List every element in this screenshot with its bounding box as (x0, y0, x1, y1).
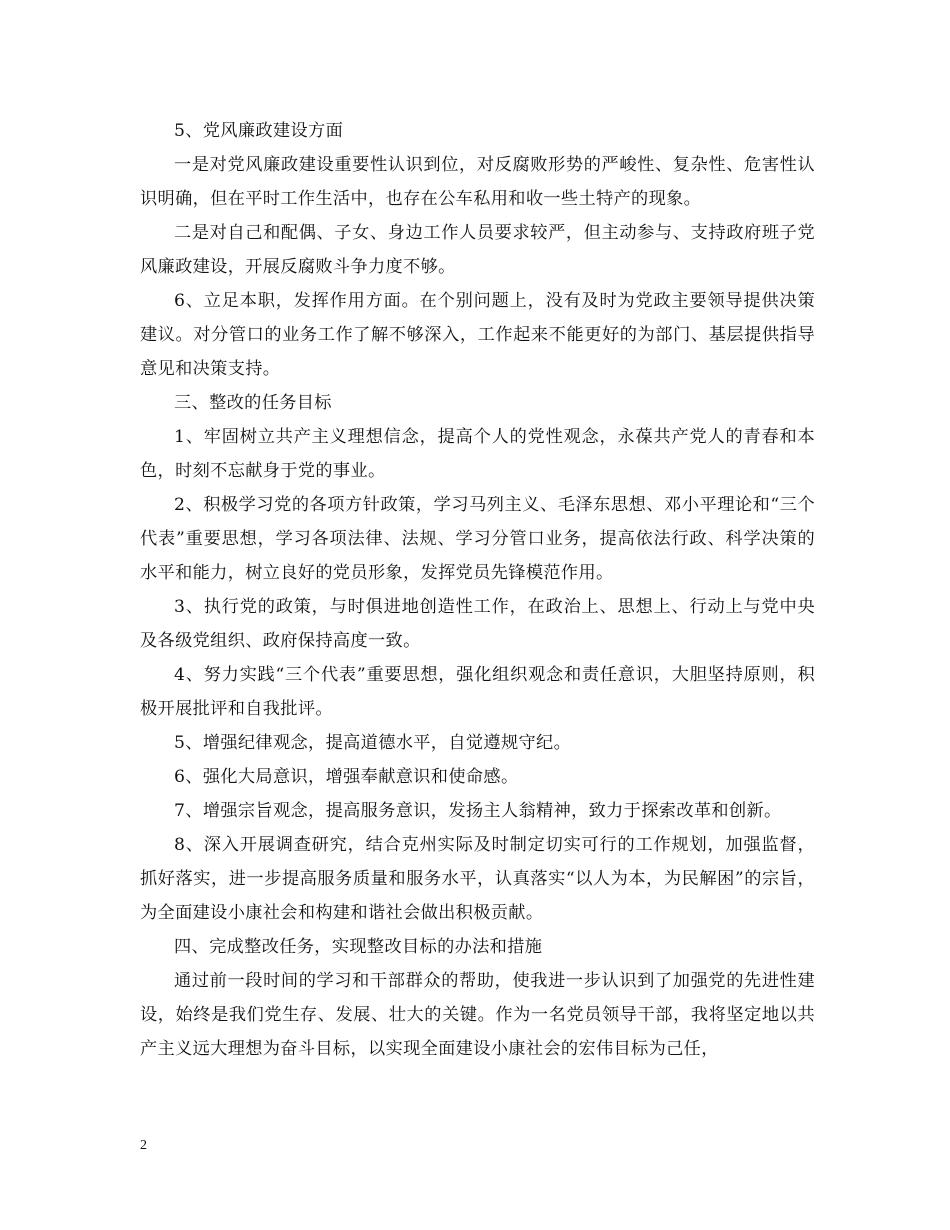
paragraph-integrity-awareness: 一是对党风廉政建设重要性认识到位，对反腐败形势的严峻性、复杂性、危害性认识明确，但在平时工作生活中，也存在公车私用和收一些土特产的现象。 (140, 155, 815, 209)
goal-item-1: 1、牢固树立共产主义理想信念，提高个人的党性观念，永葆共产党人的青春和本色，时刻不忘献身于党的事业。 (140, 427, 815, 481)
section-heading-rectification-goals: 三、整改的任务目标 (174, 393, 332, 413)
goal-item-5: 5、增强纪律观念，提高道德水平，自觉遵规守纪。 (174, 733, 572, 753)
paragraph-role-performance: 6、立足本职，发挥作用方面。在个别问题上，没有及时为党政主要领导提供决策建议。对分管口的业务工作了解不够深入，工作起来不能更好的为部门、基层提供指导意见和决策支持。 (140, 291, 815, 379)
paragraph-family-requirements: 二是对自己和配偶、子女、身边工作人员要求较严，但主动参与、支持政府班子党风廉政建设，开展反腐败斗争力度不够。 (140, 223, 815, 277)
page-number: 2 (140, 1138, 147, 1153)
goal-item-3: 3、执行党的政策，与时俱进地创造性工作，在政治上、思想上、行动上与党中央及各级党组织、政府保持高度一致。 (140, 597, 815, 651)
goal-item-2: 2、积极学习党的各项方针政策，学习马列主义、毛泽东思想、邓小平理论和“三个代表”重要思想，学习各项法律、法规、学习分管口业务，提高依法行政、科学决策的水平和能力，树立良好的党员形象，发挥党员先锋模范作用。 (140, 495, 815, 583)
goal-item-4: 4、努力实践“三个代表”重要思想，强化组织观念和责任意识，大胆坚持原则，积极开展批评和自我批评。 (140, 665, 815, 719)
goal-item-7: 7、增强宗旨观念，提高服务意识，发扬主人翁精神，致力于探索改革和创新。 (174, 801, 782, 821)
goal-item-6: 6、强化大局意识，增强奉献意识和使命感。 (174, 767, 519, 787)
paragraph-measures-intro: 通过前一段时间的学习和干部群众的帮助，使我进一步认识到了加强党的先进性建设，始终是我们党生存、发展、壮大的关键。作为一名党员领导干部，我将坚定地以共产主义远大理想为奋斗目标，以实现全面建设小康社会的宏伟目标为己任， (140, 971, 815, 1059)
goal-item-8: 8、深入开展调查研究，结合克州实际及时制定切实可行的工作规划，加强监督，抓好落实，进一步提高服务质量和服务水平，认真落实“以人为本，为民解困”的宗旨，为全面建设小康社会和构建和谐社会做出积极贡献。 (140, 835, 815, 923)
document-body (140, 114, 815, 1066)
section-heading-measures: 四、完成整改任务，实现整改目标的办法和措施 (174, 937, 543, 957)
section-heading-party-integrity: 5、党风廉政建设方面 (174, 121, 344, 141)
